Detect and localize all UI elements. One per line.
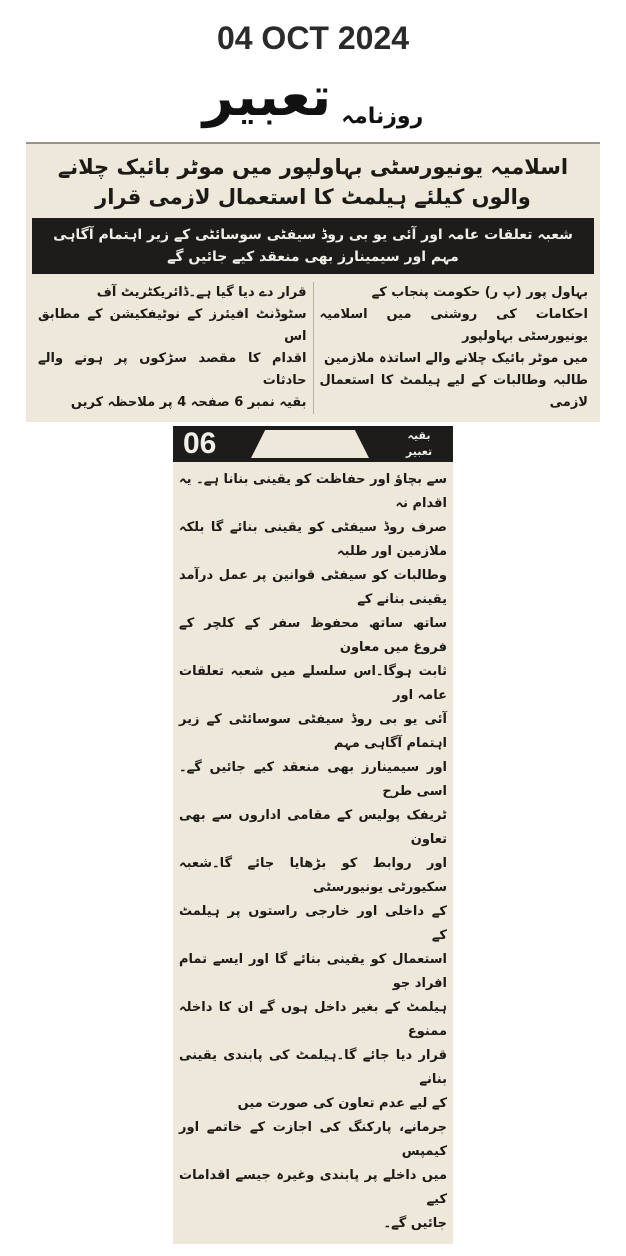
text-line: ثابت ہوگا۔اس سلسلے میں شعبہ تعلقات عامہ اور xyxy=(179,664,447,703)
continuation-body xyxy=(173,462,453,1236)
text-line: بہاول پور (پ ر) حکومت پنجاب کے xyxy=(371,285,588,300)
text-line: قرار دیا جائے گا۔ہیلمٹ کی پابندی یقینی بنانے xyxy=(179,1048,447,1087)
text-line: میں موٹر بائیک چلانے والے اساتذہ ملازمین xyxy=(324,351,588,366)
text-line: قرار دے دیا گیا ہے۔ڈائریکٹریٹ آف xyxy=(96,285,307,300)
text-line: سٹوڈنٹ افیئرز کے نوٹیفکیشن کے مطابق اس xyxy=(38,307,307,344)
header-notch xyxy=(251,430,369,458)
text-line: ساتھ ساتھ محفوظ سفر کے کلچر کے فروغ میں معاون xyxy=(179,616,447,655)
article-subheadline: شعبہ تعلقات عامہ اور آئی یو بی روڈ سیفٹی سوسائٹی کے زیر اہتمام آگاہی مہم اور سیمینارز بھی منعقد کیے جائیں گے xyxy=(32,218,594,274)
text-line: کے لیے عدم تعاون کی صورت میں xyxy=(237,1096,447,1111)
article-headline: اسلامیہ یونیورسٹی بہاولپور میں موٹر بائیک چلانے والوں کیلئے ہیلمٹ کا استعمال لازمی قرار xyxy=(57,155,569,209)
masthead-prefix: روزنامہ xyxy=(341,104,424,129)
text-line: وطالبات کو سیفٹی قوانین پر عمل درآمد یقینی بنانے کے xyxy=(179,568,447,607)
text-line: اقدام کا مقصد سڑکوں پر ہونے والے حادثات xyxy=(38,351,307,388)
continuation-clipping xyxy=(173,426,453,1244)
text-line: استعمال کو یقینی بنائے گا اور ایسے تمام افراد جو xyxy=(179,952,447,991)
text-line: سے بچاؤ اور حفاظت کو یقینی بنانا ہے۔ یہ اقدام نہ xyxy=(179,472,447,511)
text-line: ٹریفک پولیس کے مقامی اداروں سے بھی تعاون xyxy=(179,808,447,847)
text-line: جائیں گے۔ xyxy=(383,1216,447,1231)
text-line: میں داخلے پر پابندی وغیرہ جیسے اقدامات کیے xyxy=(179,1168,447,1207)
text-line: احکامات کی روشنی میں اسلامیہ یونیورسٹی بہاولپور xyxy=(319,307,588,344)
article-clipping xyxy=(26,142,600,422)
continuation-note: بقیہ نمبر 6 صفحہ 4 پر ملاحظہ کریں xyxy=(70,395,307,410)
masthead-logo: تعبیر xyxy=(202,65,332,128)
text-line: کے داخلی اور خارجی راستوں پر ہیلمٹ کے xyxy=(179,904,447,943)
label-line: تعبیر xyxy=(405,445,433,458)
text-line: جرمانے، پارکنگ کی اجازت کے خاتمے اور کیمپس xyxy=(179,1120,447,1159)
text-line: صرف روڈ سیفٹی کو یقینی بنائے گا بلکہ ملازمین اور طلبہ xyxy=(179,520,447,559)
text-line: آئی یو بی روڈ سیفٹی سوسائٹی کے زیر اہتمام آگاہی مہم xyxy=(179,712,447,751)
page-number: 06 xyxy=(183,427,217,460)
article-columns xyxy=(32,282,594,414)
article-column-left xyxy=(32,282,313,414)
continuation-header xyxy=(173,426,453,462)
text-line: اور روابط کو بڑھایا جائے گا۔شعبہ سکیورٹی یونیورسٹی xyxy=(179,856,447,895)
continuation-label xyxy=(391,428,447,460)
text-line: اور سیمینارز بھی منعقد کیے جائیں گے۔اسی طرح xyxy=(179,760,447,799)
column-divider xyxy=(313,282,314,414)
publication-date: 04 OCT 2024 xyxy=(216,20,410,56)
label-line: بقیہ xyxy=(407,429,431,442)
article-column-right xyxy=(314,282,595,414)
masthead xyxy=(26,62,600,132)
text-line: طالبہ وطالبات کے لیے ہیلمٹ کا استعمال لازمی xyxy=(319,373,588,410)
text-line: ہیلمٹ کے بغیر داخل ہوں گے ان کا داخلہ ممنوع xyxy=(179,1000,447,1039)
